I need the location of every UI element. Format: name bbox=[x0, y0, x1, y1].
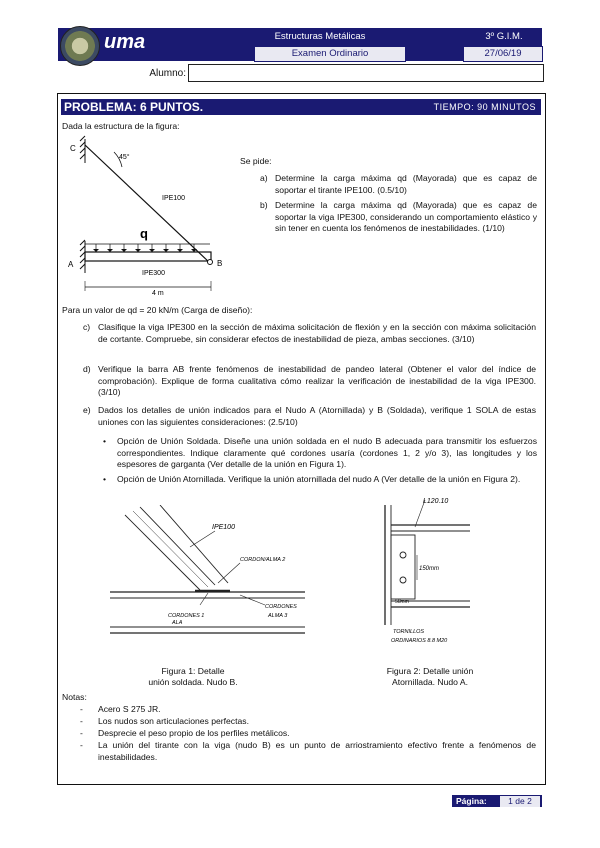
label-span: 4 m bbox=[152, 290, 164, 297]
item-letter: b) bbox=[260, 200, 268, 210]
fig1-caption-2: unión soldada. Nudo B. bbox=[148, 677, 238, 687]
item-b-text: Determine la carga máxima qd (Mayorada) que es capaz de soportar la viga IPE300, considerando un comportamiento elástico y sin tener en cuenta los fenómenos de inestabilidades. (1/10) bbox=[275, 200, 537, 233]
item-letter: d) bbox=[83, 364, 91, 374]
university-seal-icon bbox=[60, 26, 100, 66]
bullet-icon: • bbox=[103, 436, 107, 446]
student-label: Alumno: bbox=[149, 68, 186, 79]
label-load: q bbox=[140, 226, 148, 241]
item-d-text: Verifique la barra AB frente fenómenos de inestabilidad de pandeo lateral (Obtener el valor del índice de comprobación). Explique de forma cualitativa cómo realizar la verificación de inestabilidad de la viga IPE300. (3/10) bbox=[98, 364, 536, 397]
fig1-label-c2: CORDON/ALMA 2 bbox=[240, 557, 286, 563]
page-value: 1 de 2 bbox=[500, 796, 540, 807]
item-letter: c) bbox=[83, 322, 91, 332]
fig2-label-bolts1: TORNILLOS bbox=[393, 629, 425, 635]
figure2-sketch bbox=[375, 495, 535, 655]
beam-ipe300 bbox=[85, 252, 211, 261]
item-e-text: Dados los detalles de unión indicados para el Nudo A (Atornillada) y B (Soldada), verifique 1 SOLA de estas uniones con las siguientes consideraciones: (2.5/10) bbox=[98, 405, 536, 427]
note-dash: - bbox=[80, 704, 83, 714]
problem-title: PROBLEMA: 6 PUNTOS. bbox=[64, 100, 204, 114]
fig1-label-c3b: ALMA 3 bbox=[268, 613, 288, 619]
tie-bar bbox=[85, 145, 210, 263]
fig2-label-angle: L120.10 bbox=[423, 498, 449, 505]
label-angle: 45° bbox=[119, 154, 130, 161]
problem-time: TIEMPO: 90 MINUTOS bbox=[433, 102, 536, 112]
course-label: 3º G.I.M. bbox=[485, 31, 523, 42]
bullet-welded: Opción de Unión Soldada. Diseñe una unión soldada en el nudo B adecuada para transmitir los esfuerzos correspondientes. Indique claramente qué cordones usaría (cordones 1, 2 y/o 3), las longitudes y los espesores de garganta (Ver detalle de la unión en Figura 1). bbox=[117, 436, 537, 469]
label-b: B bbox=[217, 259, 223, 268]
fig2-label-bolts2: ORDINARIOS 8.8 M20 bbox=[391, 638, 448, 644]
note-dash: - bbox=[80, 716, 83, 726]
fig1-label-ipe: IPE100 bbox=[212, 524, 235, 531]
design-load-text: Para un valor de qd = 20 kN/m (Carga de diseño): bbox=[62, 305, 253, 315]
note-item: Los nudos son articulaciones perfectas. bbox=[98, 716, 249, 726]
bullet-bolted: Opción de Unión Atornillada. Verifique la unión atornillada del nudo A (Ver detalle de la unión en Figura 2). bbox=[117, 474, 521, 484]
logo-text: uma bbox=[104, 31, 146, 53]
notes-title: Notas: bbox=[62, 692, 87, 702]
ask-intro: Se pide: bbox=[240, 156, 272, 166]
fig2-label-dim: 150mm bbox=[419, 566, 440, 572]
fig1-caption-1: Figura 1: Detalle bbox=[161, 666, 225, 676]
pin-b bbox=[208, 260, 213, 265]
label-a: A bbox=[68, 260, 74, 269]
label-tie: IPE100 bbox=[162, 195, 185, 202]
intro-text: Dada la estructura de la figura: bbox=[62, 121, 180, 131]
fig2-label-dim2: 50mm bbox=[395, 599, 409, 605]
page-label: Página: bbox=[456, 796, 487, 806]
label-c: C bbox=[70, 144, 76, 153]
structure-figure bbox=[62, 133, 234, 303]
fig1-label-c1b: ALA bbox=[172, 620, 183, 626]
figure1-sketch bbox=[100, 505, 310, 655]
subject-title: Estructuras Metálicas bbox=[274, 31, 366, 42]
bullet-icon: • bbox=[103, 474, 107, 484]
note-dash: - bbox=[80, 740, 83, 750]
exam-date: 27/06/19 bbox=[463, 46, 543, 62]
item-letter: a) bbox=[260, 173, 268, 183]
item-a-text: Determine la carga máxima qd (Mayorada) que es capaz de soportar el tirante IPE100. (0.5/10) bbox=[275, 173, 537, 195]
fig2-caption-1: Figura 2: Detalle unión bbox=[386, 666, 474, 676]
note-item: Desprecie el peso propio de los perfiles metálicos. bbox=[98, 728, 290, 738]
item-letter: e) bbox=[83, 405, 91, 415]
item-c-text: Clasifique la viga IPE300 en la sección de máxima solicitación de flexión y en la sección con máxima solicitación de cortante. Compruebe, sin considerar efectos de inestabilidad de pieza, ambas secciones. (3/10) bbox=[98, 322, 536, 344]
exam-type: Examen Ordinario bbox=[254, 46, 406, 62]
fig1-label-c3a: CORDONES bbox=[265, 604, 297, 610]
fig2-caption-2: Atornillada. Nudo A. bbox=[392, 677, 468, 687]
student-name-field[interactable] bbox=[188, 64, 544, 82]
note-dash: - bbox=[80, 728, 83, 738]
fig1-label-c1a: CORDONES 1 bbox=[168, 613, 205, 619]
note-item: Acero S 275 JR. bbox=[98, 704, 161, 714]
note-item: La unión del tirante con la viga (nudo B) es un punto de arriostramiento efectivo frente a fenómenos de inestabilidades. bbox=[98, 740, 536, 762]
label-beam: IPE300 bbox=[142, 270, 165, 277]
